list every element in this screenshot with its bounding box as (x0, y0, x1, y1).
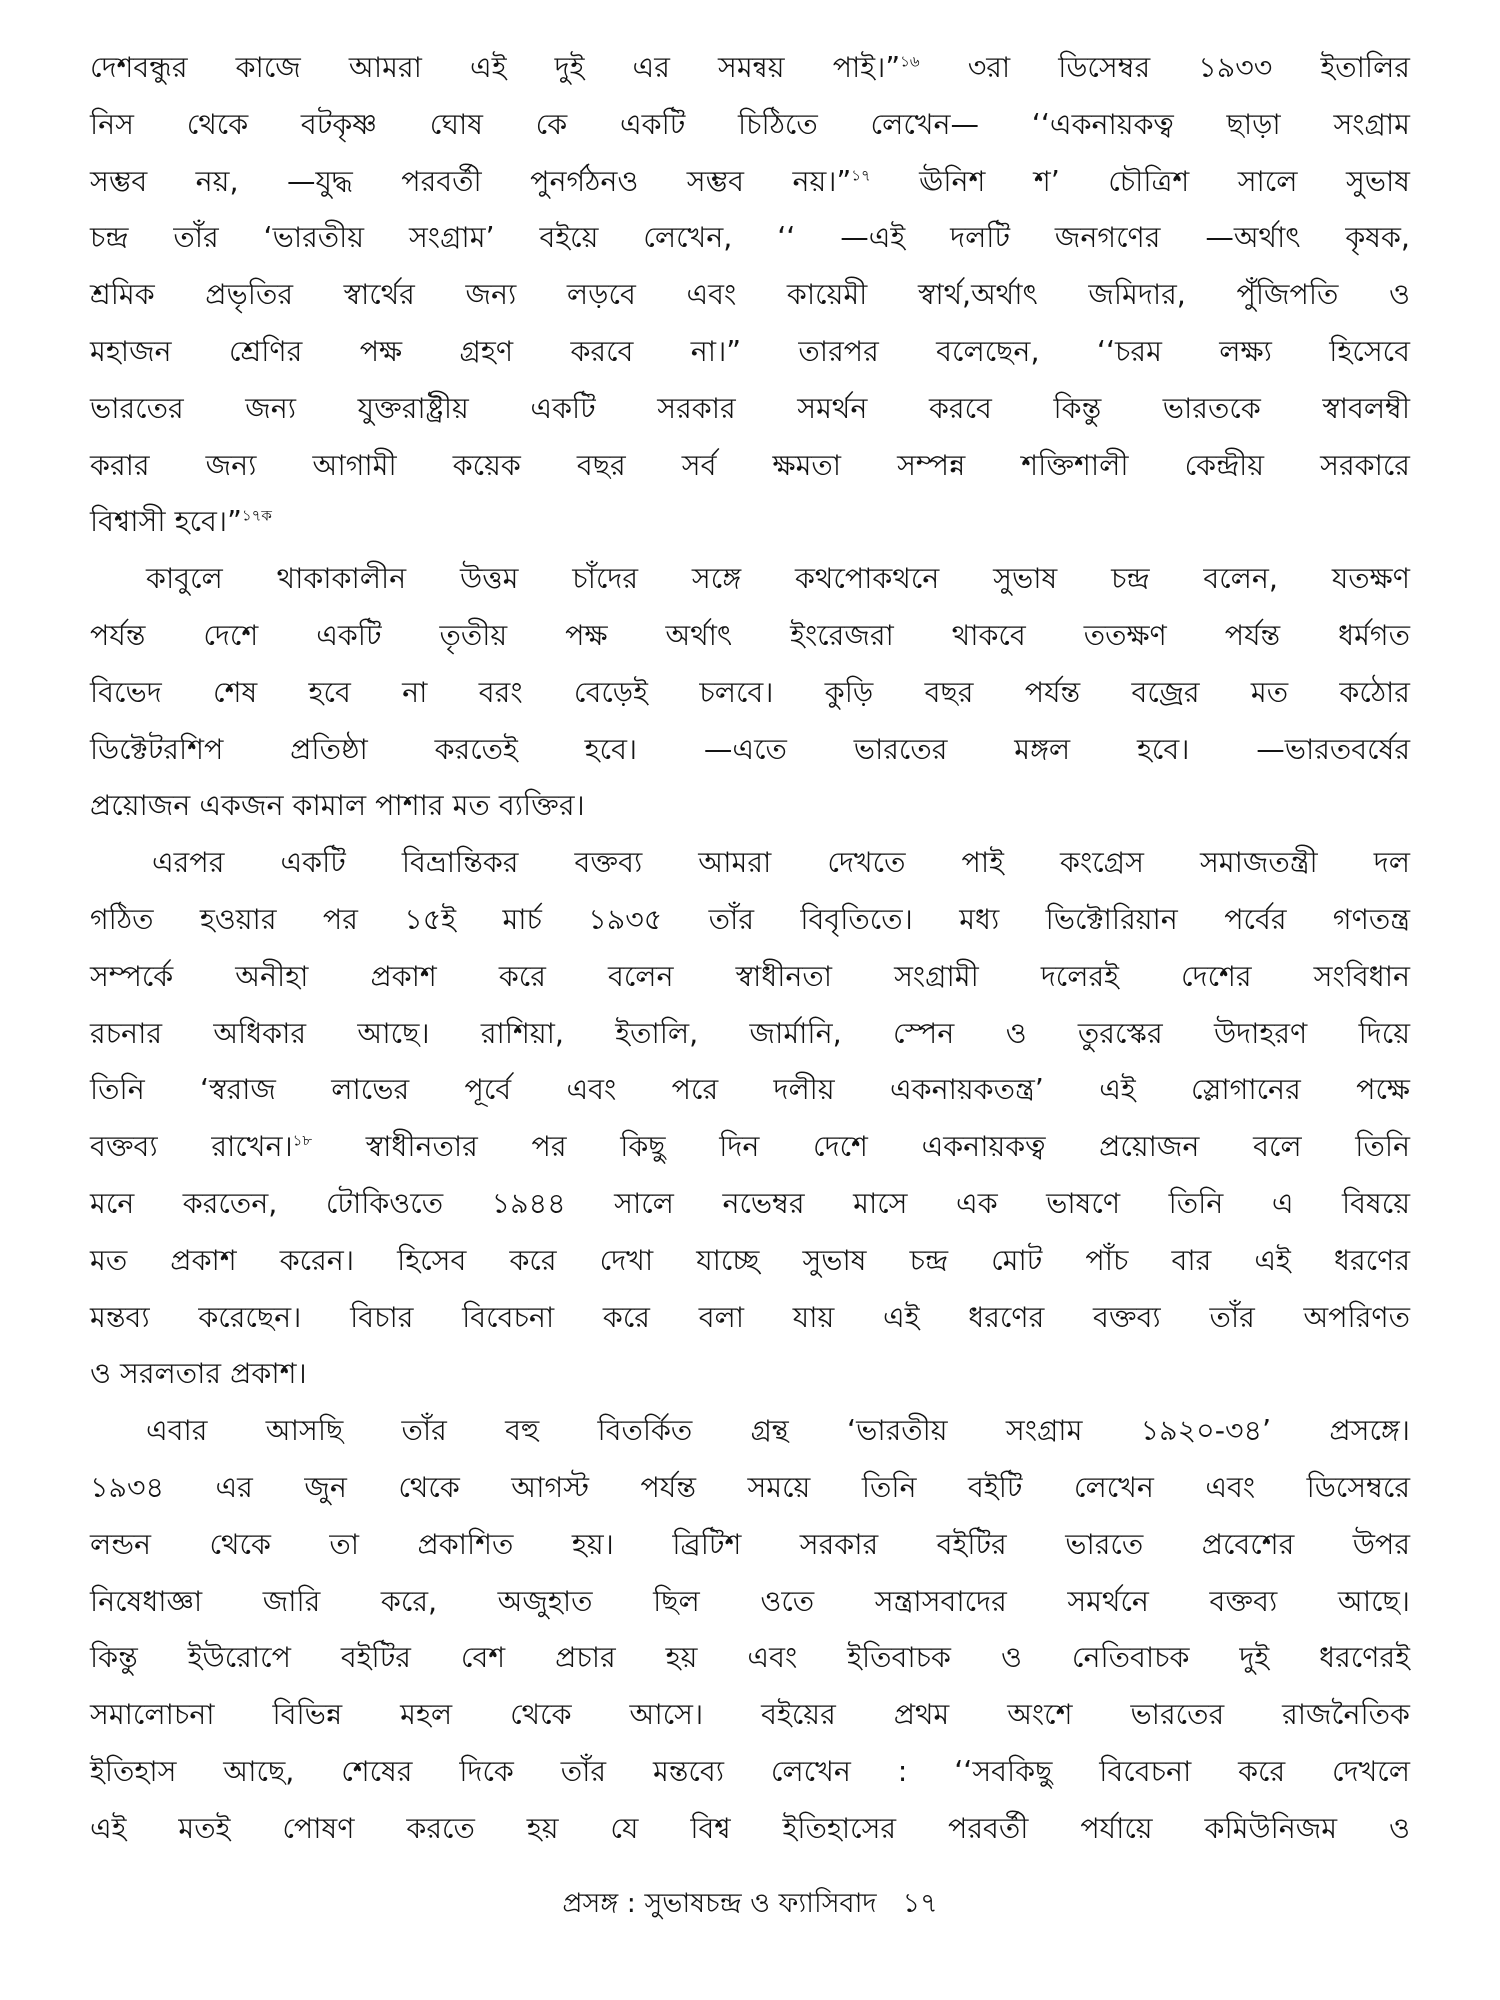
text-line (90, 1290, 1410, 1347)
footer-title: প্রসঙ্গ : সুভাষচন্দ্র ও ফ্যাসিবাদ (562, 1888, 877, 1919)
page-number: ১৭ (902, 1888, 938, 1919)
paragraph (90, 40, 1410, 551)
footnote-marker: ১৬ (900, 52, 920, 71)
line-text: লন্ডন থেকে তা প্রকাশিত হয়। ব্রিটিশ সরকার বইটির ভারতে প্রবেশের উপর (90, 1527, 1410, 1561)
text-line (90, 1119, 1410, 1176)
text-line (90, 1346, 1410, 1403)
text-line (90, 608, 1410, 665)
text-line (90, 1630, 1410, 1687)
text-line (90, 778, 1410, 835)
line-text: শ্রমিক প্রভৃতির স্বার্থের জন্য লড়বে এবং কায়েমী স্বার্থ,অর্থাৎ জমিদার, পুঁজিপতি ও (90, 278, 1410, 312)
text-line (90, 1687, 1410, 1744)
text-line (90, 1517, 1410, 1574)
line-text: ডিক্টেটরশিপ প্রতিষ্ঠা করতেই হবে। —এতে ভারতের মঙ্গল হবে। —ভারতবর্ষের (90, 732, 1410, 766)
line-text: ১৯৩৪ এর জুন থেকে আগস্ট পর্যন্ত সময়ে তিনি বইটি লেখেন এবং ডিসেম্বরে (90, 1470, 1410, 1504)
paragraph (90, 1403, 1410, 1857)
line-text: এরপর একটি বিভ্রান্তিকর বক্তব্য আমরা দেখতে পাই কংগ্রেস সমাজতন্ত্রী দল (152, 846, 1410, 880)
paragraph (90, 835, 1410, 1403)
line-text: সমালোচনা বিভিন্ন মহল থেকে আসে। বইয়ের প্রথম অংশে ভারতের রাজনৈতিক (90, 1698, 1410, 1732)
text-line (90, 551, 1410, 608)
line-text: দেশবন্ধুর কাজে আমরা এই দুই এর সমন্বয় পাই।” (90, 51, 901, 84)
footnote-marker: ১৭ক (241, 506, 272, 525)
paragraph (90, 551, 1410, 835)
text-line (90, 1062, 1410, 1119)
line-text-continued: ঊনিশ শ’ চৌত্রিশ সালে সুভাষ (870, 164, 1410, 198)
line-text: ও সরলতার প্রকাশ। (90, 1357, 307, 1391)
text-line (90, 1403, 1410, 1460)
text-line (90, 494, 1410, 551)
text-line (90, 97, 1410, 154)
footnote-marker: ১৭ (851, 166, 871, 185)
line-text: চন্দ্র তাঁর ‘ভারতীয় সংগ্রাম’ বইয়ে লেখেন, ‘‘ —এই দলটি জনগণের —অর্থাৎ কৃষক, (90, 221, 1410, 255)
text-line (90, 1006, 1410, 1063)
line-text: বক্তব্য রাখেন। (90, 1130, 293, 1164)
line-text: মনে করতেন, টোকিওতে ১৯৪৪ সালে নভেম্বর মাসে এক ভাষণে তিনি এ বিষয়ে (90, 1186, 1410, 1220)
text-line (90, 40, 1410, 97)
line-text: নিস থেকে বটকৃষ্ণ ঘোষ কে একটি চিঠিতে লেখেন— ‘‘একনায়কত্ব ছাড়া সংগ্রাম (90, 107, 1410, 141)
text-line (90, 381, 1410, 438)
line-text: গঠিত হওয়ার পর ১৫ই মার্চ ১৯৩৫ তাঁর বিবৃতিতে। মধ্য ভিক্টোরিয়ান পর্বের গণতন্ত্র (90, 902, 1410, 936)
line-text: কাবুলে থাকাকালীন উত্তম চাঁদের সঙ্গে কথপোকথনে সুভাষ চন্দ্র বলেন, যতক্ষণ (146, 562, 1410, 596)
text-line (90, 210, 1410, 267)
line-text: এই মতই পোষণ করতে হয় যে বিশ্ব ইতিহাসের পরবর্তী পর্যায়ে কমিউনিজম ও (90, 1811, 1410, 1845)
line-text: পর্যন্ত দেশে একটি তৃতীয় পক্ষ অর্থাৎ ইংরেজরা থাকবে ততক্ষণ পর্যন্ত ধর্মগত (90, 618, 1410, 652)
text-line (90, 154, 1410, 211)
text-line (90, 1801, 1410, 1858)
line-text-continued: ৩রা ডিসেম্বর ১৯৩৩ ইতালির (919, 51, 1410, 84)
text-line (90, 892, 1410, 949)
text-line (90, 324, 1410, 381)
text-line (90, 835, 1410, 892)
line-text: মহাজন শ্রেণির পক্ষ গ্রহণ করবে না।” তারপর বলেছেন, ‘‘চরম লক্ষ্য হিসেবে (90, 334, 1410, 368)
text-line (90, 1744, 1410, 1801)
line-text: মন্তব্য করেছেন। বিচার বিবেচনা করে বলা যায় এই ধরণের বক্তব্য তাঁর অপরিণত (90, 1300, 1410, 1334)
text-line (90, 1460, 1410, 1517)
line-text: ভারতের জন্য যুক্তরাষ্ট্রীয় একটি সরকার সমর্থন করবে কিন্তু ভারতকে স্বাবলম্বী (90, 391, 1410, 425)
text-line (90, 267, 1410, 324)
text-line (90, 1176, 1410, 1233)
line-text: মত প্রকাশ করেন। হিসেব করে দেখা যাচ্ছে সুভাষ চন্দ্র মোট পাঁচ বার এই ধরণের (90, 1243, 1410, 1277)
page-footer (0, 1884, 1500, 1924)
body-text (90, 40, 1410, 1858)
text-line (90, 1574, 1410, 1631)
text-line (90, 722, 1410, 779)
line-text: বিশ্বাসী হবে।” (90, 505, 242, 539)
line-text: বিভেদ শেষ হবে না বরং বেড়েই চলবে। কুড়ি বছর পর্যন্ত বজ্রের মত কঠোর (90, 675, 1410, 709)
line-text: কিন্তু ইউরোপে বইটির বেশ প্রচার হয় এবং ইতিবাচক ও নেতিবাচক দুই ধরণেরই (90, 1641, 1410, 1675)
text-line (90, 665, 1410, 722)
line-text: রচনার অধিকার আছে। রাশিয়া, ইতালি, জার্মানি, স্পেন ও তুরস্কের উদাহরণ দিয়ে (90, 1016, 1410, 1050)
line-text: সম্ভব নয়, —যুদ্ধ পরবর্তী পুনর্গঠনও সম্ভব নয়।” (90, 164, 852, 198)
footnote-marker: ১৮ (292, 1131, 313, 1150)
text-line (90, 1233, 1410, 1290)
line-text: করার জন্য আগামী কয়েক বছর সর্ব ক্ষমতা সম্পন্ন শক্তিশালী কেন্দ্রীয় সরকারে (90, 448, 1410, 482)
text-line (90, 438, 1410, 495)
line-text: প্রয়োজন একজন কামাল পাশার মত ব্যক্তির। (90, 789, 585, 823)
line-text: সম্পর্কে অনীহা প্রকাশ করে বলেন স্বাধীনতা সংগ্রামী দলেরই দেশের সংবিধান (90, 959, 1410, 993)
line-text: এবার আসছি তাঁর বহু বিতর্কিত গ্রন্থ ‘ভারতীয় সংগ্রাম ১৯২০-৩৪’ প্রসঙ্গে। (146, 1414, 1410, 1448)
line-text-continued: স্বাধীনতার পর কিছু দিন দেশে একনায়কত্ব প্রয়োজন বলে তিনি (312, 1130, 1410, 1164)
line-text: ইতিহাস আছে, শেষের দিকে তাঁর মন্তব্যে লেখেন : ‘‘সবকিছু বিবেচনা করে দেখলে (90, 1754, 1410, 1788)
line-text: নিষেধাজ্ঞা জারি করে, অজুহাত ছিল ওতে সন্ত্রাসবাদের সমর্থনে বক্তব্য আছে। (90, 1584, 1410, 1618)
line-text: তিনি ‘স্বরাজ লাভের পূর্বে এবং পরে দলীয় একনায়কতন্ত্র’ এই স্লোগানের পক্ষে (90, 1073, 1410, 1107)
text-line (90, 949, 1410, 1006)
